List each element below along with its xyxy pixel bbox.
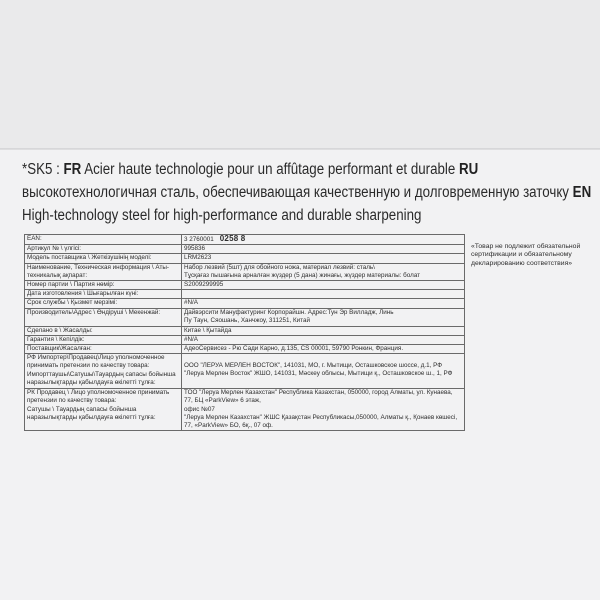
rk-label-line: РК Продавец \ Лицо уполномоченное принимать [27,389,170,397]
name-value-kz: Тұсқағаз пышағына арналған жүздер (5 дана) жинағы, жүздер материалы: болат [184,271,421,279]
warranty-label: Гарантия \ Кепілдік: [25,335,182,344]
rf-label-line: РФ Импортер\Продавец\Лицо уполномоченное [27,354,165,362]
rk-value-line: офис №07 [184,405,215,413]
rk-seller-value [182,389,465,431]
rf-label-line: принимать претензии по качеству товара: [27,362,150,370]
rf-label-line: Импорттаушы\Сатушы\Тауардың сапасы бойынша [27,370,176,378]
supplier-label: Поставщик\Жасалған: [25,345,182,354]
article-label: Артикул № \ үлгісі: [25,245,182,254]
made-in-value: Китае \ Қытайда [182,326,465,335]
producer-value [182,308,465,326]
batch-value: S2009299995 [182,281,465,290]
rf-value-line: "Леруа Мерлен Восток" ЖШО, 141031, Мәскеу облысы, Мытищи қ., Осташковское ш., 1, РФ [184,370,453,378]
material-code: *SK5 : [22,161,60,178]
made-in-label: Сделано в \ Жасалды: [25,326,182,335]
rk-seller-label [25,389,182,431]
warranty-value: #N/A [182,335,465,344]
mfg-date-value [182,290,465,299]
model-value: LRM2623 [182,254,465,263]
fr-tag: FR [63,161,82,178]
batch-label: Номер партии \ Партия нөмір: [25,281,182,290]
certification-note: «Товар не подлежит обязательной сертификации и обязательному декларированию соответствия» [471,242,581,267]
background-top [0,0,600,150]
ean-value [182,235,465,245]
name-value-ru: Набор лезвий (5шт) для обойного ножа, материал лезвий: сталь\ [184,263,375,271]
rf-value-line: ООО "ЛЕРУА МЕРЛЕН ВОСТОК", 141031, МО, г. Мытищи, Осташковское шоссе, д.1, РФ [184,362,443,370]
ean-main: 0258 8 [219,234,246,243]
shelf-life-label: Срок службы \ Қызмет мерзімі: [25,299,182,308]
ean-label: EAN: [25,235,182,245]
producer-line-1: Дайвэрсити Мануфактуринг Корпорайшн. Адрес:Тун Эр Вилладж, Линь [184,308,394,316]
supplier-value: АдеоСервисез - Рю Сади Карно, д.135, CS 00001, 59790 Ронкин, Франция. [182,345,465,354]
ean-prefix: 3 2760001 [184,236,214,243]
mfg-date-label: Дата изготовления \ Шығарылған күні: [25,290,182,299]
spec-table [24,234,597,431]
rk-label-line: претензии по качеству товара: [27,397,117,405]
model-label: Модель поставщика \ Жеткізушінің моделі: [25,254,182,263]
rk-value-line: ТОО "Леруа Мерлен Казахстан" Республика Казахстан, 050000, город Алматы, ул. Кунаева, 77, БЦ «ParkView» 6 этаж, [184,389,453,405]
producer-label: Производитель\Адрес \ Өндіруші \ Мекенжай: [25,308,182,326]
name-value [182,263,465,280]
rf-label-line: наразылықтарды қабылдауға өкілетті тұлға: [27,378,156,386]
shelf-life-value: #N/A [182,299,465,308]
table-row [25,235,598,245]
en-tag: EN [572,184,592,201]
ru-text: высокотехнологичная сталь, обеспечивающая качественную и долговременную заточку [22,184,569,201]
rf-importer-label [25,354,182,389]
rf-importer-value [182,354,465,389]
producer-line-2: Пу Таун, Сяошань, Ханчжоу, 311251, Китай [184,316,310,324]
rk-label-line: наразылықтарды қабылдауға өкілетті тұлға: [27,413,156,421]
rk-value-line: "Леруа Мерлен Казахстан" ЖШС Қазақстан Республикасы,050000, Алматы қ., Қонаев көшесі, 77, «ParkView» БО, 6қ., 07 оф. [184,413,458,430]
fr-text: Acier haute technologie pour un affûtage performant et durable [84,161,456,178]
name-label: Наименование, Техническая информация \ Аты-техникалық ақпарат: [25,263,182,280]
en-text: High-technology steel for high-performance and durable sharpening [22,207,422,224]
ru-tag: RU [459,161,479,178]
multilingual-headline [22,158,596,227]
article-value: 995836 [182,245,465,254]
rk-label-line: Сатушы \ Тауардың сапасы бойынша [27,405,137,413]
